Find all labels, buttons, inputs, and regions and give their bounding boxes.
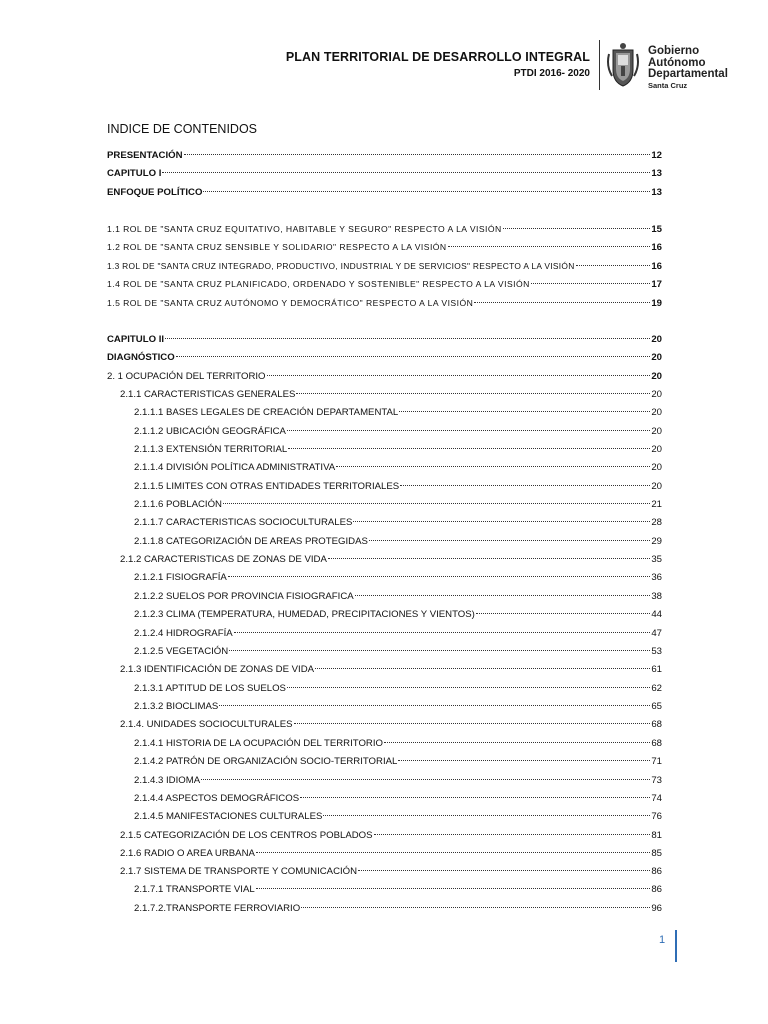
toc-entry-label: 2.1.2.1 FISIOGRAFÍA [134, 572, 227, 583]
toc-entry-page: 16 [651, 242, 662, 253]
toc-entry-page: 20 [651, 334, 662, 345]
toc-leader [369, 539, 650, 541]
toc-entry-label: 2.1.4.5 MANIFESTACIONES CULTURALES [134, 811, 323, 822]
toc-entry[interactable] [134, 497, 662, 513]
toc-entry-label: 1.3 ROL DE "SANTA CRUZ INTEGRADO, PRODUCTIVO, INDUSTRIAL Y DE SERVICIOS" RESPECTO A LA VISIÓN [107, 261, 575, 271]
toc-entry-label: 2.1.3.2 BIOCLIMAS [134, 701, 219, 712]
toc-entry[interactable] [107, 148, 662, 164]
toc-leader [234, 631, 651, 633]
toc-entry-label: 1.5 ROL DE "SANTA CRUZ AUTÓNOMO Y DEMOCRÁTICO" RESPECTO A LA VISIÓN [107, 298, 474, 308]
toc-entry-page: 44 [651, 609, 662, 620]
toc-entry-page: 15 [651, 224, 662, 235]
toc-leader [203, 190, 650, 192]
toc-entry[interactable] [134, 534, 662, 550]
toc-entry[interactable] [134, 589, 662, 605]
toc-entry-page: 36 [651, 572, 662, 583]
toc-entry[interactable] [107, 239, 662, 255]
toc-entry-page: 53 [651, 646, 662, 657]
toc-entry[interactable] [134, 901, 662, 917]
toc-entry[interactable] [107, 185, 662, 201]
toc-entry-page: 68 [651, 738, 662, 749]
toc-entry-page: 29 [651, 536, 662, 547]
toc-entry-label: 2.1.1.5 LIMITES CON OTRAS ENTIDADES TERRITORIALES [134, 481, 400, 492]
toc-entry-page: 20 [651, 389, 662, 400]
toc-leader [300, 796, 650, 798]
toc-leader [256, 887, 651, 889]
toc-entry-label: 2.1.4.4 ASPECTOS DEMOGRÁFICOS [134, 793, 300, 804]
toc-leader [288, 447, 650, 449]
toc-leader [328, 557, 650, 559]
toc-entry[interactable] [120, 846, 662, 862]
toc-entry-label: 2.1.3.1 APTITUD DE LOS SUELOS [134, 683, 286, 694]
toc-entry-label: 2.1.1.6 POBLACIÓN [134, 499, 222, 510]
toc-leader [267, 374, 651, 376]
toc-entry-page: 28 [651, 517, 662, 528]
coat-of-arms-icon [606, 40, 640, 88]
toc-entry[interactable] [134, 644, 662, 660]
toc-leader [315, 667, 650, 669]
toc-entry-label: 2.1.7 SISTEMA DE TRANSPORTE Y COMUNICACIÓN [120, 866, 358, 877]
toc-entry-page: 20 [651, 462, 662, 473]
toc-entry-page: 20 [651, 371, 662, 382]
toc-entry-page: 17 [651, 279, 662, 290]
toc-entry[interactable] [134, 405, 662, 421]
header-divider [599, 40, 600, 90]
toc-entry[interactable] [134, 626, 662, 642]
toc-entry-label: 2.1.2.4 HIDROGRAFÍA [134, 628, 233, 639]
toc-entry-label: 2.1.2.2 SUELOS POR PROVINCIA FISIOGRAFICA [134, 591, 354, 602]
document-subtitle: PTDI 2016- 2020 [513, 68, 590, 79]
toc-entry-page: 20 [651, 352, 662, 363]
toc-entry-label: 2.1.4. UNIDADES SOCIOCULTURALES [120, 719, 293, 730]
toc-entry-page: 74 [651, 793, 662, 804]
toc-leader [399, 410, 650, 412]
toc-leader [228, 575, 651, 577]
toc-entry-label: 2.1.6 RADIO O AREA URBANA [120, 848, 255, 859]
toc-leader [476, 612, 650, 614]
toc-entry-page: 81 [651, 830, 662, 841]
toc-entry[interactable] [134, 424, 662, 440]
toc-entry-label: 2.1.4.1 HISTORIA DE LA OCUPACIÓN DEL TERRITORIO [134, 738, 383, 749]
toc-entry-label: 2.1.1.7 CARACTERISTICAS SOCIOCULTURALES [134, 517, 353, 528]
toc-entry[interactable] [120, 864, 662, 880]
toc-entry[interactable] [134, 460, 662, 476]
toc-entry[interactable] [120, 662, 662, 678]
toc-entry-page: 19 [651, 298, 662, 309]
toc-entry-page: 12 [651, 150, 662, 161]
toc-entry-page: 62 [651, 683, 662, 694]
toc-entry-label: 2.1.1.1 BASES LEGALES DE CREACIÓN DEPARTAMENTAL [134, 407, 399, 418]
toc-entry-page: 86 [651, 884, 662, 895]
toc-entry[interactable] [107, 166, 662, 182]
toc-entry-page: 35 [651, 554, 662, 565]
toc-entry[interactable] [107, 369, 662, 385]
toc-entry-page: 16 [651, 261, 662, 272]
toc-entry[interactable] [134, 479, 662, 495]
toc-entry[interactable] [107, 221, 662, 237]
toc-entry[interactable] [107, 350, 662, 366]
toc-entry[interactable] [134, 607, 662, 623]
toc-entry-label: 2.1.2.5 VEGETACIÓN [134, 646, 229, 657]
toc-entry-label: 2.1.1.8 CATEGORIZACIÓN DE AREAS PROTEGIDAS [134, 536, 368, 547]
toc-entry-label: 2.1.7.2.TRANSPORTE FERROVIARIO [134, 903, 301, 914]
toc-leader [576, 264, 651, 266]
page-number: 1 [659, 934, 666, 946]
toc-entry[interactable] [134, 809, 662, 825]
toc-entry-label: 2.1.1.3 EXTENSIÓN TERRITORIAL [134, 444, 288, 455]
toc-leader [353, 520, 650, 522]
toc-leader [201, 778, 650, 780]
toc-entry-label: 2.1.7.1 TRANSPORTE VIAL [134, 884, 255, 895]
toc-entry[interactable] [134, 882, 662, 898]
toc-entry-page: 21 [651, 499, 662, 510]
toc-leader [296, 392, 650, 394]
toc-entry[interactable] [120, 717, 662, 733]
toc-leader [503, 227, 651, 229]
toc-leader [301, 906, 650, 908]
toc-entry[interactable] [107, 276, 662, 292]
toc-leader [287, 686, 650, 688]
toc-entry-label: 1.4 ROL DE "SANTA CRUZ PLANIFICADO, ORDENADO Y SOSTENIBLE" RESPECTO A LA VISIÓN [107, 279, 530, 289]
toc-leader [358, 869, 650, 871]
toc-entry-label: 1.2 ROL DE "SANTA CRUZ SENSIBLE Y SOLIDARIO" RESPECTO A LA VISIÓN [107, 242, 447, 252]
logo-line: Gobierno [648, 45, 700, 57]
toc-leader [398, 759, 650, 761]
toc-leader [400, 484, 650, 486]
toc-entry-page: 86 [651, 866, 662, 877]
toc-leader [287, 429, 650, 431]
toc-entry[interactable] [134, 699, 662, 715]
toc-leader [448, 245, 651, 247]
toc-heading: INDICE DE CONTENIDOS [107, 122, 258, 136]
toc-entry[interactable] [134, 515, 662, 531]
toc-entry[interactable] [134, 681, 662, 697]
toc-leader [336, 465, 650, 467]
toc-leader [176, 355, 651, 357]
toc-leader [162, 171, 650, 173]
toc-entry[interactable] [120, 387, 662, 403]
toc-entry[interactable] [107, 258, 662, 274]
logo-line: Santa Cruz [648, 80, 688, 90]
toc-entry[interactable] [107, 332, 662, 348]
document-title: PLAN TERRITORIAL DE DESARROLLO INTEGRAL [285, 50, 590, 64]
toc-entry-label: PRESENTACIÓN [107, 150, 183, 161]
toc-leader [165, 337, 650, 339]
toc-entry-label: 2.1.1 CARACTERISTICAS GENERALES [120, 389, 296, 400]
page-number-bar [675, 930, 677, 962]
toc-entry-page: 20 [651, 407, 662, 418]
toc-entry-page: 85 [651, 848, 662, 859]
page-header [0, 0, 768, 100]
toc-entry-label: ENFOQUE POLÍTICO [107, 187, 203, 198]
toc-entry-label: 2.1.1.2 UBICACIÓN GEOGRÁFICA [134, 426, 286, 437]
toc-entry-page: 20 [651, 481, 662, 492]
toc-entry-label: 2.1.1.4 DIVISIÓN POLÍTICA ADMINISTRATIVA [134, 462, 336, 473]
toc-entry-page: 20 [651, 426, 662, 437]
toc-entry-label: CAPITULO II [107, 334, 165, 345]
toc-entry[interactable] [120, 828, 662, 844]
toc-entry-label: CAPITULO I [107, 168, 162, 179]
toc-leader [294, 722, 651, 724]
toc-entry-page: 13 [651, 168, 662, 179]
toc-entry-page: 20 [651, 444, 662, 455]
toc-entry-page: 73 [651, 775, 662, 786]
toc-entry-page: 61 [651, 664, 662, 675]
toc-leader [223, 502, 650, 504]
toc-entry-label: 2.1.4.2 PATRÓN DE ORGANIZACIÓN SOCIO-TERRITORIAL [134, 756, 398, 767]
toc-entry[interactable] [134, 442, 662, 458]
toc-entry[interactable] [134, 754, 662, 770]
toc-leader [184, 153, 651, 155]
toc-leader [323, 814, 650, 816]
toc-leader [384, 741, 650, 743]
toc-entry-page: 96 [651, 903, 662, 914]
toc-entry-label: 2.1.5 CATEGORIZACIÓN DE LOS CENTROS POBLADOS [120, 830, 373, 841]
toc-entry[interactable] [107, 295, 662, 311]
toc-entry-label: 2.1.4.3 IDIOMA [134, 775, 201, 786]
toc-leader [474, 301, 650, 303]
toc-entry-label: 2.1.2.3 CLIMA (TEMPERATURA, HUMEDAD, PRECIPITACIONES Y VIENTOS) [134, 609, 475, 620]
toc-entry-label: 1.1 ROL DE "SANTA CRUZ EQUITATIVO, HABITABLE Y SEGURO" RESPECTO A LA VISIÓN [107, 224, 502, 234]
toc-entry[interactable] [134, 570, 662, 586]
toc-leader [219, 704, 650, 706]
toc-entry[interactable] [134, 736, 662, 752]
toc-leader [355, 594, 651, 596]
toc-entry-page: 68 [651, 719, 662, 730]
toc-entry-label: DIAGNÓSTICO [107, 352, 175, 363]
toc-entry-page: 65 [651, 701, 662, 712]
toc-leader [531, 282, 651, 284]
toc-entry[interactable] [134, 791, 662, 807]
toc-entry-label: 2.1.2 CARACTERISTICAS DE ZONAS DE VIDA [120, 554, 327, 565]
toc-entry-label: 2. 1 OCUPACIÓN DEL TERRITORIO [107, 371, 266, 382]
logo-line: Autónomo [648, 56, 706, 69]
toc-entry[interactable] [120, 552, 662, 568]
toc-entry-page: 38 [651, 591, 662, 602]
toc-entry-page: 13 [651, 187, 662, 198]
toc-leader [256, 851, 650, 853]
toc-entry-page: 71 [651, 756, 662, 767]
toc-entry-label: 2.1.3 IDENTIFICACIÓN DE ZONAS DE VIDA [120, 664, 315, 675]
toc-entry-page: 76 [651, 811, 662, 822]
toc-leader [229, 649, 650, 651]
toc-leader [374, 833, 651, 835]
toc-entry-page: 47 [651, 628, 662, 639]
logo-text [648, 46, 728, 90]
logo-line: Departamental [648, 68, 728, 80]
toc-entry[interactable] [134, 773, 662, 789]
